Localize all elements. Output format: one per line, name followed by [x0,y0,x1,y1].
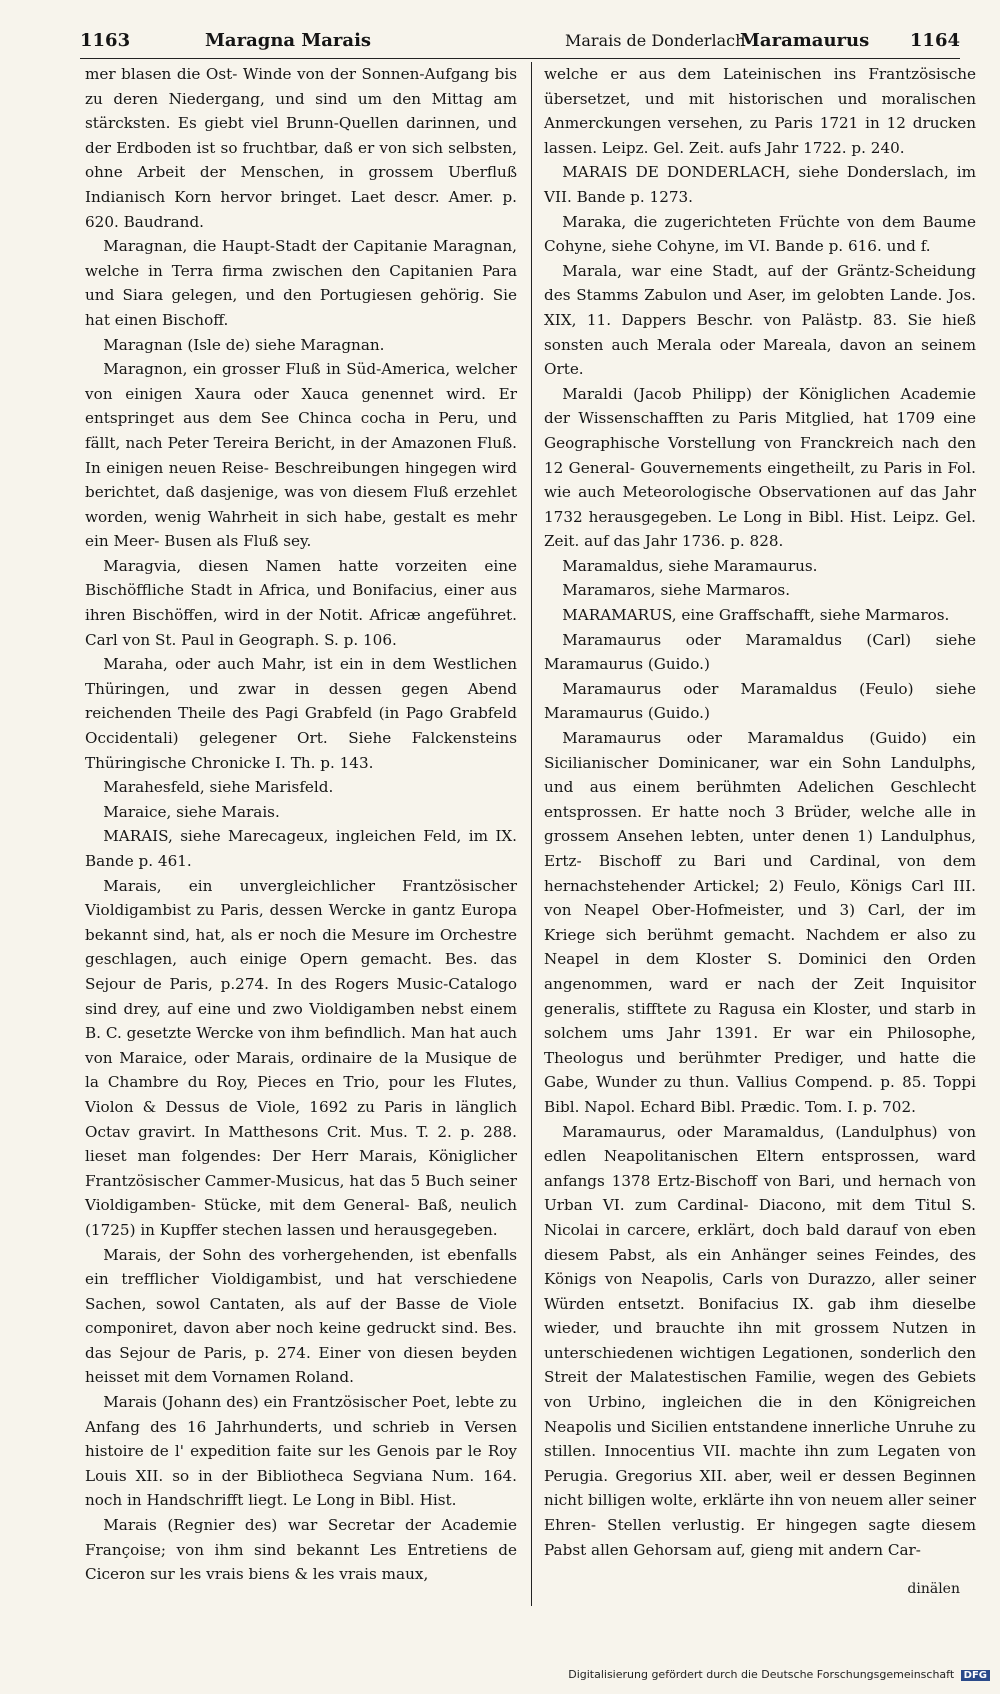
entry-paragraph: Maragvia, diesen Namen hatte vorzeiten eine Bischöffliche Stadt in Africa, und Bonifacius, einer aus ihren Bischöffen, wird in der Notit. Africæ angeführet. Carl von St. Paul in Geograph. S. p. 106. [85,556,517,649]
column-divider [531,62,532,1606]
entry-paragraph: Maraldi (Jacob Philipp) der Königlichen Academie der Wissenschafften zu Paris Mitglied, hat 1709 eine Geographische Vorstellung von Franckreich nach den 12 General- Gouvernements eingetheilt, zu Paris in Fol. wie auch Meteorologische Observationen auf das Jahr 1732 herausgegeben. Le Long in Bibl. Hist. Leipz. Gel. Zeit. auf das Jahr 1736. p. 828. [544,384,976,551]
entry-paragraph: Maragnon, ein grosser Fluß in Süd-America, welcher von einigen Xaura oder Xauca genennet wird. Er entspringet aus dem See Chinca cocha in Peru, und fällt, nach Peter Tereira Bericht, in der Amazonen Fluß. In einigen neuen Reise- Beschreibungen hingegen wird berichtet, daß dasjenige, was von diesem Fluß erzehlet worden, wenig Wahrheit in sich habe, gestalt es mehr ein Meer- Busen als Fluß sey. [85,360,517,551]
entry-paragraph: Maragnan, die Haupt-Stadt der Capitanie Maragnan, welche in Terra firma zwischen den Capitanien Para und Siara gelegen, und den Portugiesen gehörig. Sie hat einen Bischoff. [85,237,517,329]
entry-paragraph: Marais (Regnier des) war Secretar der Academie Françoise; von ihm sind bekannt Les Entretiens de Ciceron sur les vrais biens & les vrais maux, [85,1516,517,1584]
entry-paragraph: Marahesfeld, siehe Marisfeld. [103,778,334,797]
header-rule [80,58,960,59]
entry-paragraph: Marala, war eine Stadt, auf der Gräntz-Scheidung des Stamms Zabulon und Aser, im gelobten Lande. Jos. XIX, 11. Dappers Beschr. von Palästp. 83. Sie hieß sonsten auch Merala oder Mareala, davon an seinem Orte. [544,261,976,379]
left-column [85,62,517,1587]
entry-paragraph: MARAIS DE DONDERLACH, siehe Donderslach, im VII. Bande p. 1273. [544,163,976,206]
entry-paragraph: Marais, ein unvergleichlicher Frantzösischer Violdigambist zu Paris, dessen Wercke in gantz Europa bekannt sind, hat, als er noch die Mesure im Orchestre geschlagen, auch einige Opern gemacht. Bes. das Sejour de Paris, p.274. In des Rogers Music-Catalogo sind drey, auf eine und zwo Violdigamben nebst einem B. C. gesetzte Wercke von ihm befindlich. Man hat auch von Maraice, oder Marais, ordinaire de la Musique de la Chambre du Roy, Pieces en Trio, pour les Flutes, Violon & Dessus de Viole, 1692 zu Paris in länglich Octav gravirt. In Matthesons Crit. Mus. T. 2. p. 288. lieset man folgendes: Der Herr Marais, Königlicher Frantzösischer Cammer-Musicus, hat das 5 Buch seiner Violdigamben- Stücke, mit dem General- Baß, neulich (1725) in Kupffer stechen lassen und herausgegeben. [85,876,517,1239]
right-column [544,62,976,1562]
footer-text: Digitalisierung gefördert durch die Deutsche Forschungsgemeinschaft [568,1668,955,1681]
entry-paragraph: Marais, der Sohn des vorhergehenden, ist ebenfalls ein trefflicher Violdigambist, und hat verschiedene Sachen, sowol Cantaten, als auf der Basse de Viole componiret, davon aber noch keine gedruckt sind. Bes. das Sejour de Paris, p. 274. Einer von diesen beyden heisset mit dem Vornamen Roland. [85,1245,517,1387]
entry-paragraph: Maraha, oder auch Mahr, ist ein in dem Westlichen Thüringen, und zwar in dessen gegen Abend reichenden Theile des Pagi Grabfeld (in Pago Grabfeld Occidentali) gelegener Ort. Siehe Falckensteins Thüringische Chronicke I. Th. p. 143. [85,655,517,772]
entry-paragraph: Maramaros, siehe Marmaros. [562,581,791,600]
entry-paragraph: mer blasen die Ost- Winde von der Sonnen-Aufgang bis zu deren Niedergang, und sind um den Mittag am stärcksten. Es giebt viel Brunn-Quellen darinnen, und der Erdboden ist so fruchtbar, daß er von sich selbsten, ohne Arbeit der Menschen, in grossem Uberfluß Indianisch Korn hervor bringet. Laet descr. Amer. p. 620. Baudrand. [85,65,517,231]
entry-paragraph: welche er aus dem Lateinischen ins Frantzösische übersetzet, und mit historischen und moralischen Anmerckungen versehen, zu Paris 1721 in 12 drucken lassen. Leipz. Gel. Zeit. aufs Jahr 1722. p. 240. [544,65,976,157]
entry-paragraph: Maramaurus oder Maramaldus (Carl) siehe Maramaurus (Guido.) [544,630,976,674]
entry-paragraph: Maramaldus, siehe Maramaurus. [562,556,818,575]
right-page-number: 1164 [909,30,960,51]
entry-paragraph: Maramaurus, oder Maramaldus, (Landulphus) von edlen Neapolitanischen Eltern entsprossen, ward anfangs 1378 Ertz-Bischoff von Bari, und hernach von Urban VI. zum Cardinal- Diacono, mit dem Titul S. Nicolai in carcere, erklärt, doch bald darauf von eben diesem Pabst, als ein Anhänger seines Feindes, des Königs von Neapolis, Carls von Durazzo, aller seiner Würden entsetzt. Bonifacius IX. gab ihm dieselbe wieder, und brauchte ihn mit grossem Nutzen in unterschiedenen wichtigen Legationen, sonderlich den Streit der Malatestischen Familie, wegen des Gebiets von Urbino, ingleichen die in den Königreichen Neapolis und Sicilien entstandene innerliche Unruhe zu stillen. Innocentius VII. machte ihn zum Legaten von Perugia. Gregorius XII. aber, weil er dessen Beginnen nicht billigen wolte, erklärte ihn von neuem aller seiner Ehren- Stellen verlustig. Er hingegen sagte diesem Pabst allen Gehorsam auf, gieng mit andern Car- [544,1122,976,1559]
entry-paragraph: Maraka, die zugerichteten Früchte von dem Baume Cohyne, siehe Cohyne, im VI. Bande p. 616. und f. [544,212,976,256]
entry-paragraph: Maramaurus oder Maramaldus (Feulo) siehe Maramaurus (Guido.) [544,679,976,723]
right-running-title: Maramaurus [740,30,870,51]
right-key-word: Marais de Donderlach [565,31,746,50]
catchword: dinälen [907,1581,960,1597]
left-page-number: 1163 [80,30,131,51]
page-header [80,22,960,54]
left-running-title: Maragna Marais [205,30,372,51]
entry-paragraph: MARAMARUS, eine Graffschafft, siehe Marmaros. [562,606,950,625]
entry-paragraph: Maraice, siehe Marais. [103,802,280,821]
entry-paragraph: MARAIS, siehe Marecageux, ingleichen Feld, im IX. Bande p. 461. [85,827,517,870]
footer-credit [568,1668,990,1681]
entry-paragraph: Maragnan (Isle de) siehe Maragnan. [103,335,385,354]
entry-paragraph: Marais (Johann des) ein Frantzösischer Poet, lebte zu Anfang des 16 Jahrhunderts, und schrieb in Versen histoire de l' expedition faite sur les Genois par le Roy Louis XII. so in der Bibliotheca Segviana Num. 164. noch in Handschrifft liegt. Le Long in Bibl. Hist. [85,1393,517,1510]
entry-paragraph: Maramaurus oder Maramaldus (Guido) ein Sicilianischer Dominicaner, war ein Sohn Landulphs, und aus einem berühmten Adelichen Geschlecht entsprossen. Er hatte noch 3 Brüder, welche alle in grossem Ansehen lebten, unter denen 1) Landulphus, Ertz- Bischoff zu Bari und Cardinal, von dem hernachstehender Artickel; 2) Feulo, Königs Carl III. von Neapel Ober-Hofmeister, und 3) Carl, der im Kriege sich berühmt gemacht. Nachdem er also zu Neapel in dem Kloster S. Dominici den Orden angenommen, ward er nach der Zeit Inquisitor generalis, stifftete zu Ragusa ein Kloster, und starb in solchem ums Jahr 1391. Er war ein Philosophe, Theologus und berühmter Prediger, und hatte die Gabe, Wunder zu thun. Vallius Compend. p. 85. Toppi Bibl. Napol. Echard Bibl. Prædic. Tom. I. p. 702. [544,729,976,1116]
dfg-logo: DFG [961,1670,990,1681]
